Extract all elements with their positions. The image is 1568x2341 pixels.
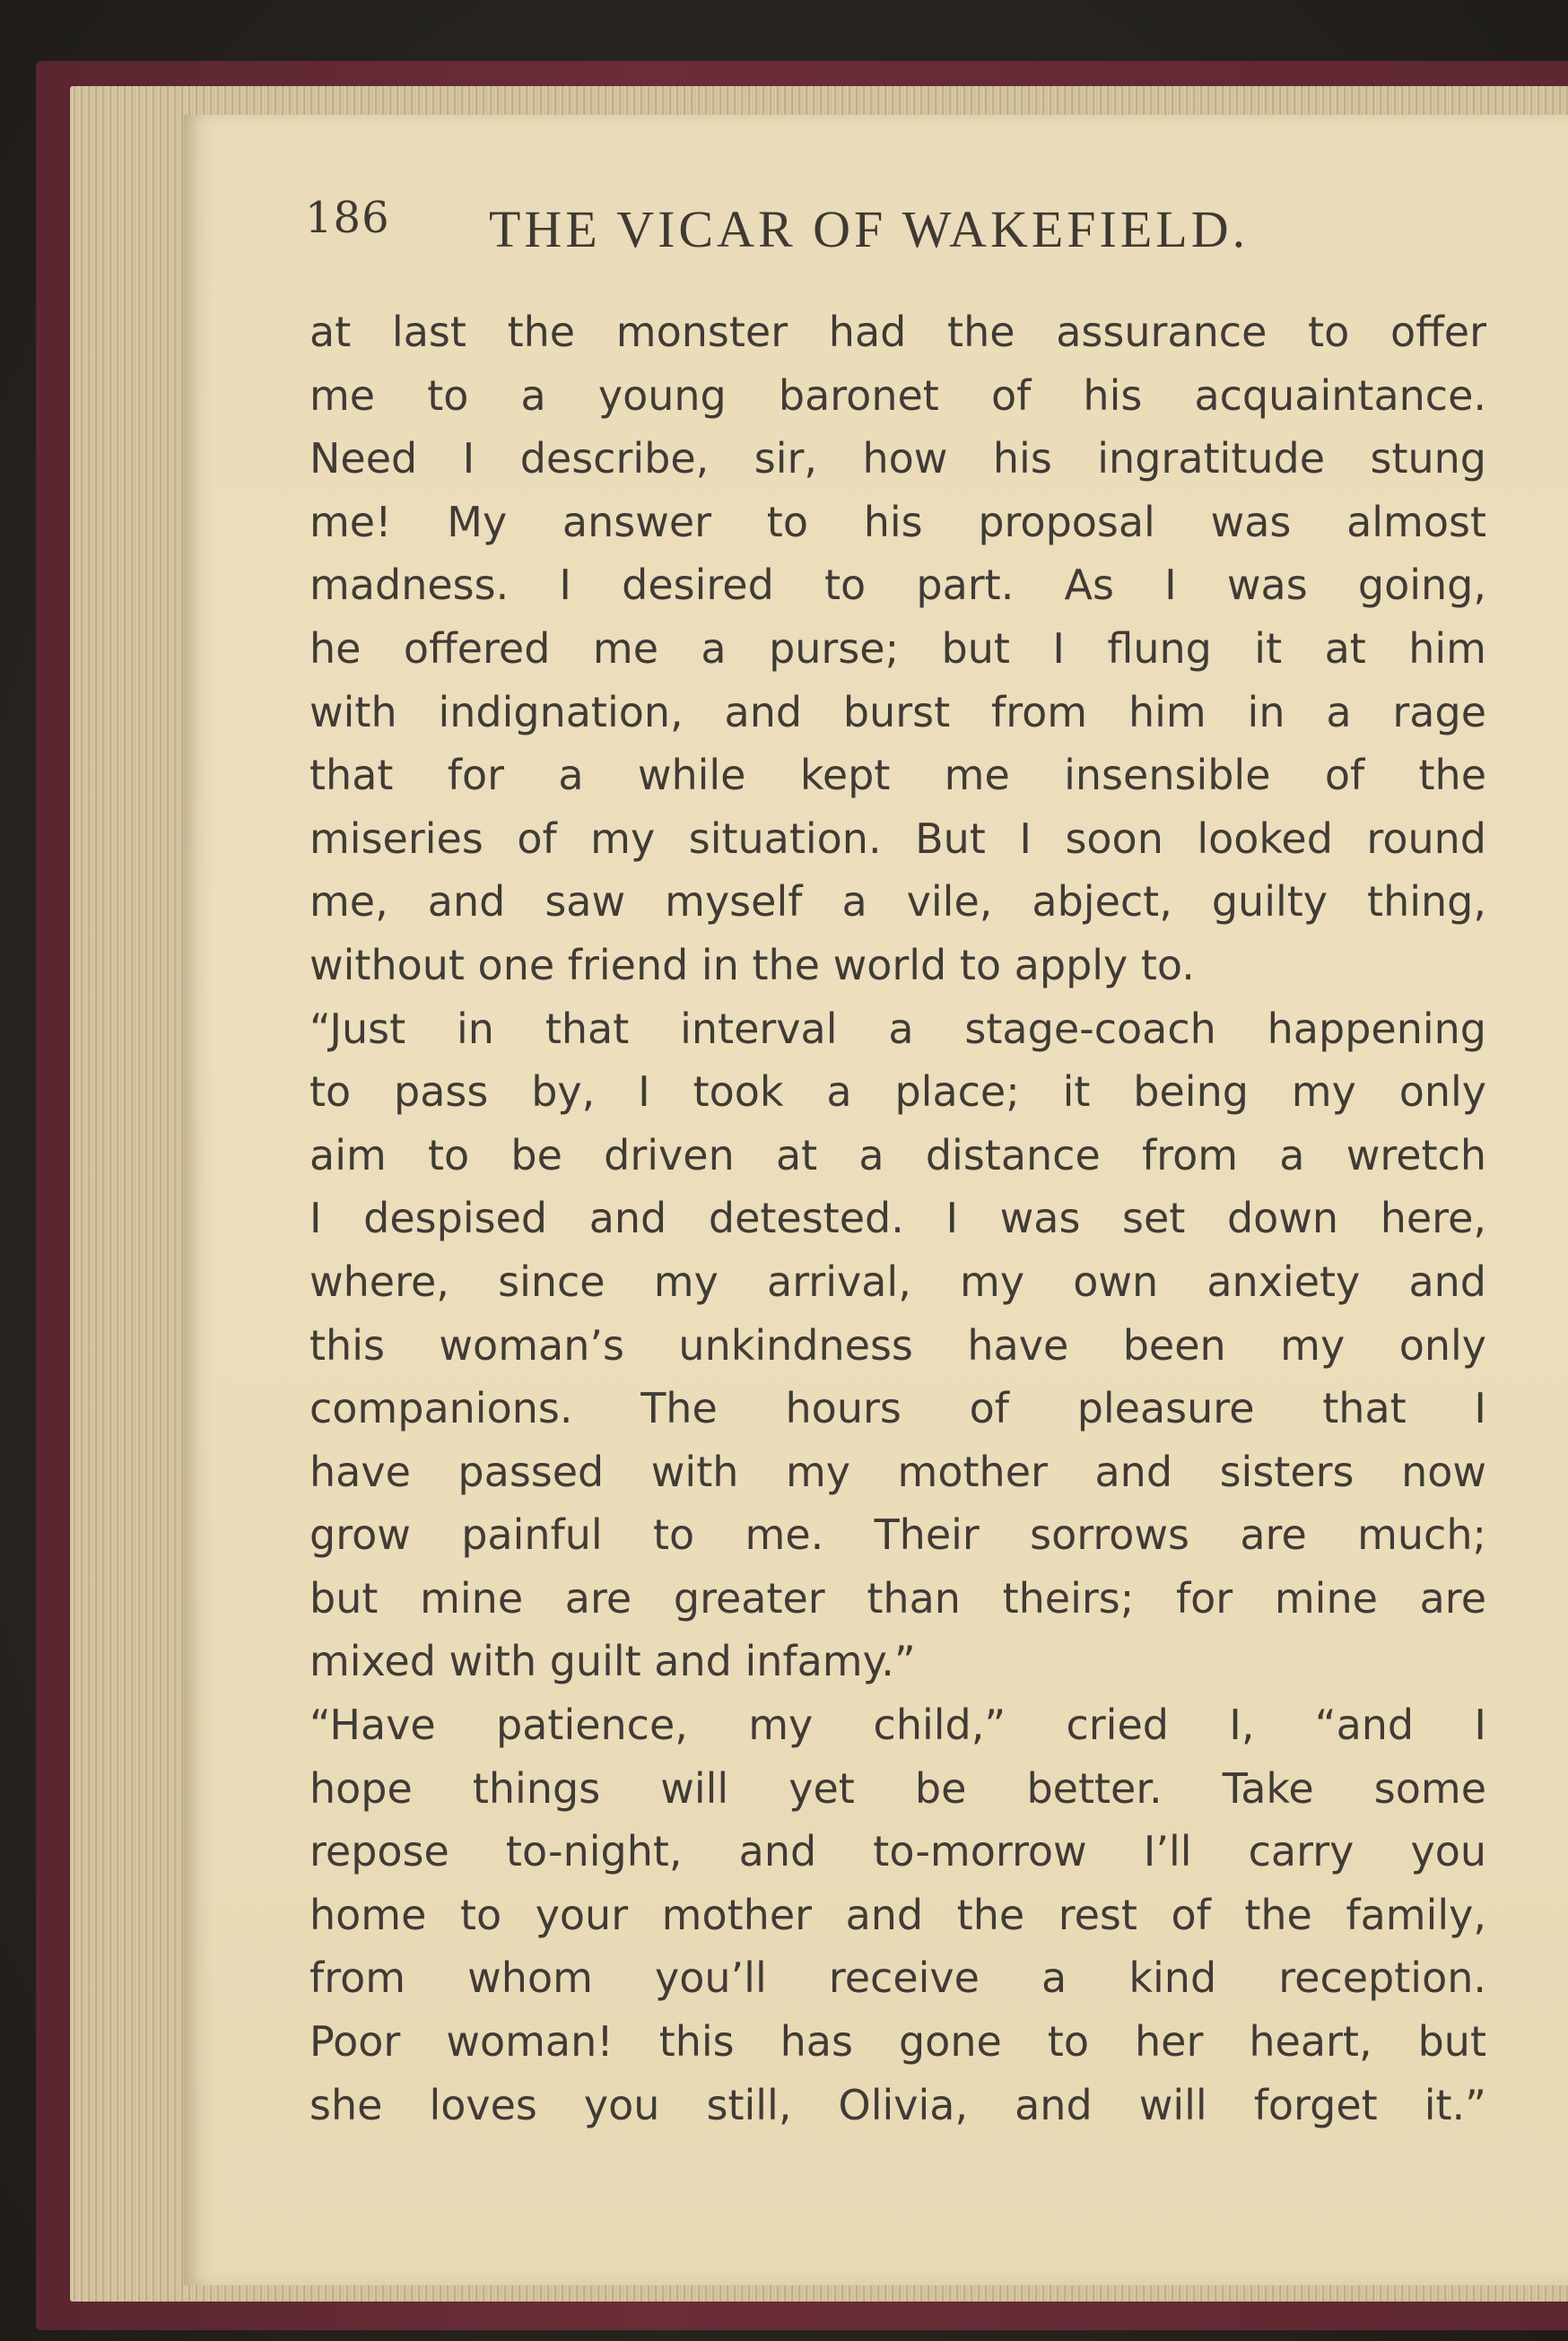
text-line: miseries of my situation. But I soon looked round bbox=[309, 814, 1486, 863]
text-line: from whom you’ll receive a kind reception. bbox=[309, 1954, 1486, 2003]
text-line: “Just in that interval a stage-coach happening bbox=[309, 1004, 1486, 1053]
text-line: me! My answer to his proposal was almost bbox=[309, 497, 1486, 546]
text-line: I despised and detested. I was set down here, bbox=[309, 1194, 1486, 1243]
page-number: 186 bbox=[305, 193, 390, 243]
text-line: aim to be driven at a distance from a wretch bbox=[309, 1130, 1486, 1179]
text-line: madness. I desired to part. As I was going, bbox=[309, 561, 1486, 610]
text-line: me, and saw myself a vile, abject, guilty thing, bbox=[309, 877, 1486, 927]
text-line: that for a while kept me insensible of the bbox=[309, 751, 1486, 800]
running-title: THE VICAR OF WAKEFIELD. bbox=[489, 200, 1250, 258]
text-line: Poor woman! this has gone to her heart, but bbox=[309, 2017, 1486, 2067]
text-line: without one friend in the world to apply to. bbox=[309, 940, 1195, 989]
page-body bbox=[309, 300, 1486, 2136]
text-line: where, since my arrival, my own anxiety and bbox=[309, 1257, 1486, 1306]
text-line: mixed with guilt and infamy.” bbox=[309, 1637, 916, 1686]
text-line: repose to-night, and to-morrow I’ll carry you bbox=[309, 1827, 1486, 1876]
text-line: have passed with my mother and sisters now bbox=[309, 1447, 1486, 1496]
text-line: me to a young baronet of his acquaintance. bbox=[309, 370, 1486, 420]
text-line: this woman’s unkindness have been my only bbox=[309, 1320, 1486, 1370]
text-line: but mine are greater than theirs; for mine are bbox=[309, 1573, 1486, 1623]
text-line: grow painful to me. Their sorrows are much; bbox=[309, 1510, 1486, 1560]
text-line: she loves you still, Olivia, and will forget it.” bbox=[309, 2080, 1486, 2129]
text-line: Need I describe, sir, how his ingratitude stung bbox=[309, 434, 1486, 483]
text-line: home to your mother and the rest of the family, bbox=[309, 1890, 1486, 1939]
text-line: “Have patience, my child,” cried I, “and I bbox=[309, 1701, 1486, 1750]
text-line: at last the monster had the assurance to offer bbox=[309, 308, 1486, 356]
text-line: companions. The hours of pleasure that I bbox=[309, 1384, 1486, 1433]
text-line: with indignation, and burst from him in a rage bbox=[309, 687, 1486, 736]
text-line: to pass by, I took a place; it being my only bbox=[309, 1067, 1486, 1117]
text-line: hope things will yet be better. Take some bbox=[309, 1763, 1486, 1813]
text-line: he offered me a purse; but I flung it at him bbox=[309, 623, 1486, 673]
